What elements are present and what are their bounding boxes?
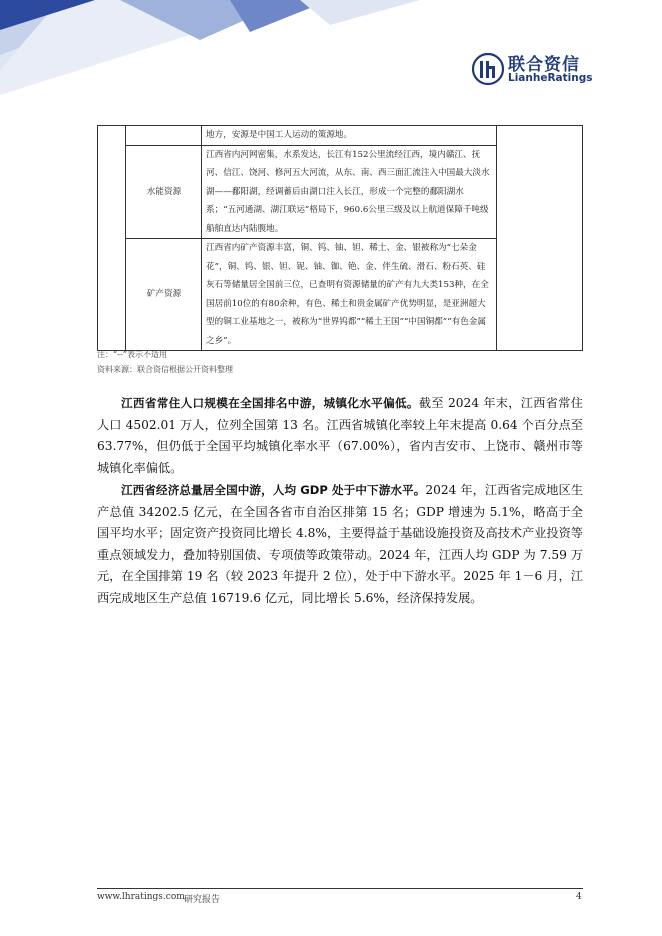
- table-cell-text: 江西省内河网密集，水系发达，长江有152公里流经江西，境内赣江、抚河、信江、饶河、修河五大河流，从东、南、西三面汇流注入中国最大淡水湖——鄱阳湖，经调蓄后由湖口注入长江，形成一个完整的鄱阳湖水系；“五河通湖、湖江联运”格局下，960.6公里三级及以上航道保障千吨级船舶直达内陆腹地。: [202, 145, 497, 239]
- table-source: 资料来源：联合资信根据公开资料整理: [97, 365, 233, 374]
- table-cell-text: 江西省内矿产资源丰富，铜、钨、铀、钽、稀土、金、银被称为“七朵金花”，铜、钨、银、钽、铌、铀、铷、铯、金、伴生硫、滑石、粉石英、硅灰石等储量居全国前三位，已查明有资源储量的矿产有九大类153种，在全国居前10位的有80余种，有色、稀土和贵金属矿产优势明显，是亚洲超大型的铜工业基地之一，被称为“世界钨都”“稀土王国”“中国铜都”“有色金属之乡”。: [202, 239, 497, 351]
- paragraph-economy: [97, 480, 583, 610]
- table-cell-text: 地方，安源是中国工人运动的策源地。: [202, 126, 497, 146]
- resource-table: [97, 125, 583, 351]
- footer-website[interactable]: www.lhratings.com: [97, 892, 185, 902]
- lianhe-logo-icon: [472, 52, 504, 86]
- paragraph-heading: 江西省常住人口规模在全国排名中游，城镇化水平偏低。: [121, 396, 419, 410]
- paragraph-text: 截至 2024 年末，江西省常住人口 4502.01 万人，位列全国第 13 名。江西省城镇化率较上年末提高 0.64 个百分点至 63.77%，但仍低于全国平均城镇化率水平（67.00%），省内吉安市、上饶市、赣州市等城镇化率偏低。: [97, 396, 583, 475]
- table-cell-empty: [98, 126, 126, 351]
- company-logo: [472, 50, 592, 88]
- page-number: 4: [576, 892, 582, 902]
- table-cell-category: 矿产资源: [126, 239, 202, 351]
- footer-report-type: 研究报告: [184, 895, 221, 905]
- table-cell-category: [126, 126, 202, 146]
- logo-chinese-name: 联合资信: [508, 55, 580, 75]
- paragraph-heading: 江西省经济总量居全国中游，人均 GDP 处于中下游水平。: [121, 483, 426, 497]
- table-row: [98, 126, 583, 146]
- footer-divider: [97, 888, 583, 889]
- logo-english-name: LianheRatings: [508, 72, 593, 84]
- paragraph-text: 2024 年，江西省完成地区生产总值 34202.5 亿元，在全国各省市自治区排第 15 名；GDP 增速为 5.1%，略高于全国平均水平；固定资产投资同比增长 4.8%，主要得益于基础设施投资及高技术产业投资等重点领域发力，叠加特别国债、专项债等政策带动。2024 年，江西人均 GDP 为 7.59 万元，在全国排第 19 名（较 2023 年提升 2 位），处于中下游水平。2025 年 1－6 月，江西完成地区生产总值 16719.6 亿元，同比增长 5.6%，经济保持发展。: [97, 483, 584, 605]
- table-note: 注：“--”表示不适用: [97, 350, 168, 359]
- paragraph-population: [97, 393, 583, 479]
- table-cell-empty: [497, 126, 583, 351]
- table-cell-category: 水能资源: [126, 145, 202, 239]
